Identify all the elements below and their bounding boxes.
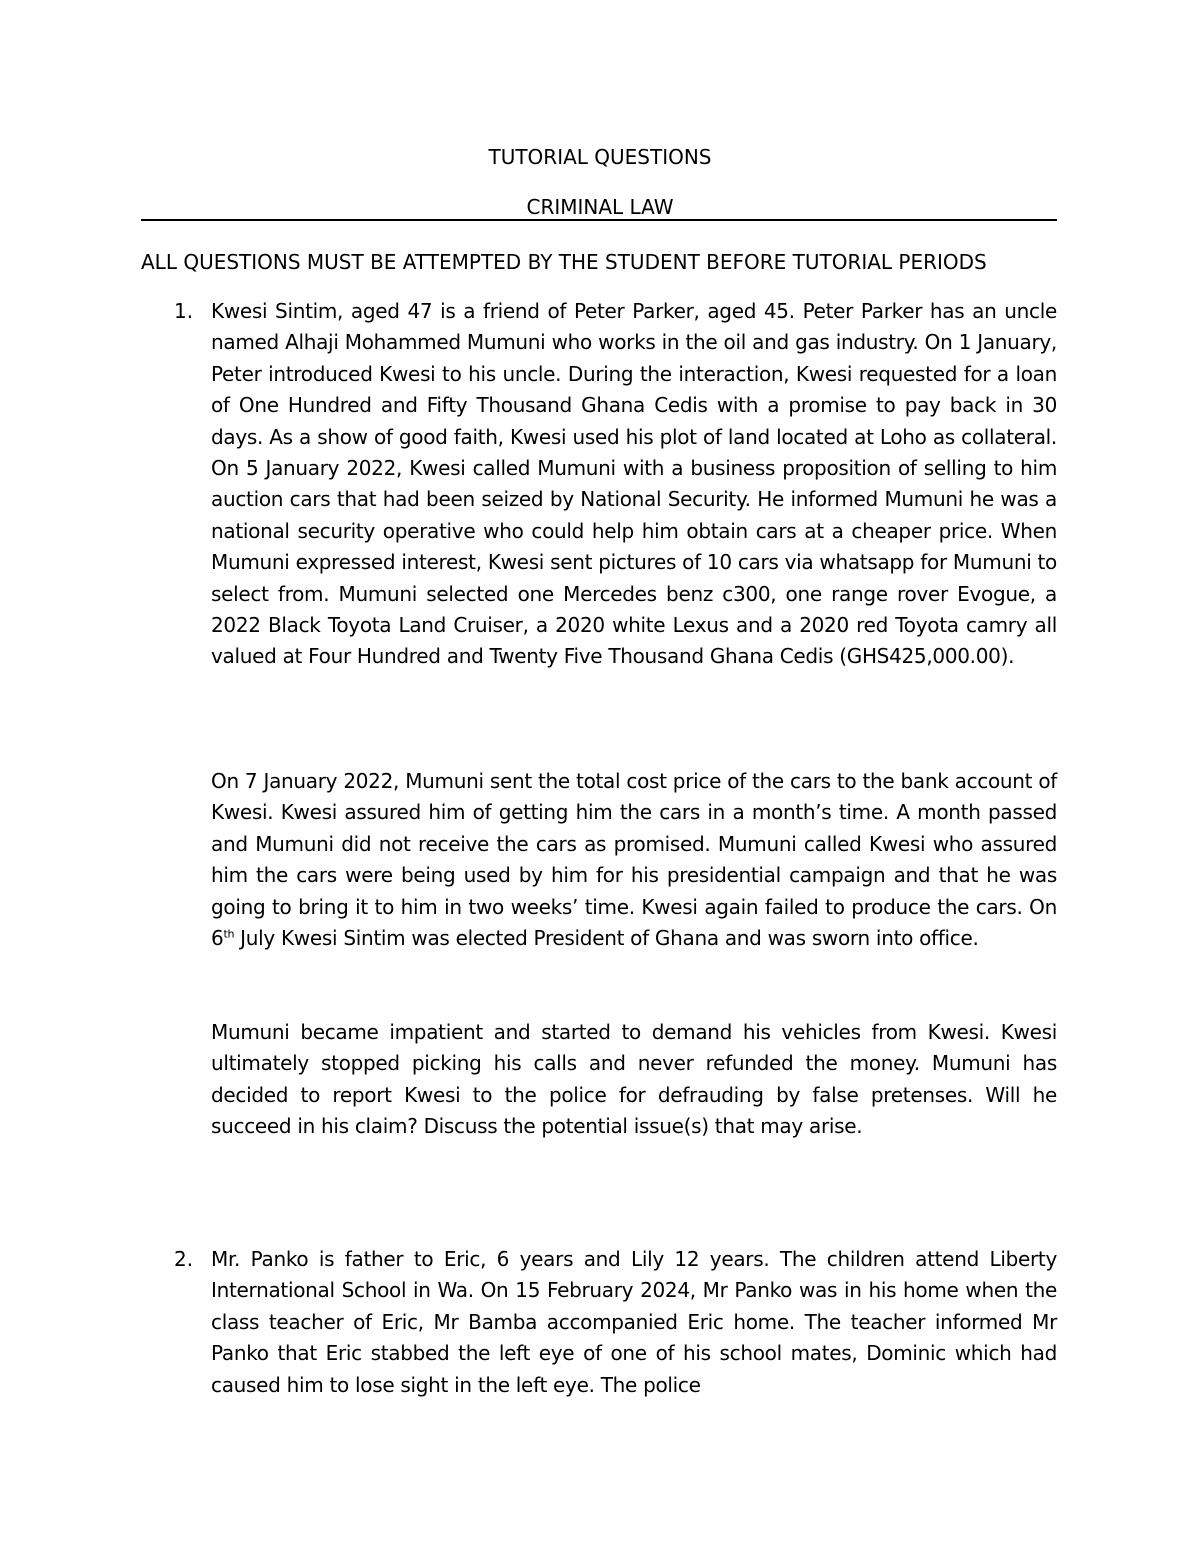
ordinal-superscript: th xyxy=(223,927,235,941)
question-2-paragraph-1: Mr. Panko is father to Eric, 6 years and Lily 12 years. The children attend Liberty International School in Wa. On 15 February 2024, Mr Panko was in his home when the class teacher of Eric, Mr Bamba accompanied Eric home. The teacher informed Mr Panko that Eric stabbed the left eye of one of his school mates, Dominic which had caused him to lose sight in the left eye. The police xyxy=(211,1247,1057,1397)
question-1-paragraph-2-text: On 7 January 2022, Mumuni sent the total cost price of the cars to the bank account of Kwesi. Kwesi assured him of getting him the cars in a month’s time. A month passed and Mumuni did not receive the cars as promised. Mumuni called Kwesi who assured him the cars were being used by him for his presidential campaign and that he was going to bring it to him in two weeks’ time. Kwesi again failed to produce the cars. On 6 xyxy=(211,769,1057,951)
question-2-number: 2. xyxy=(174,1247,194,1271)
title-underline-rule xyxy=(141,219,1057,221)
document-title: TUTORIAL QUESTIONS xyxy=(488,145,712,169)
document-subtitle: CRIMINAL LAW xyxy=(526,195,674,219)
question-1-paragraph-3: Mumuni became impatient and started to demand his vehicles from Kwesi. Kwesi ultimately stopped picking his calls and never refunded the money. Mumuni has decided to report Kwesi to the police for defrauding by false pretenses. Will he succeed in his claim? Discuss the potential issue(s) that may arise. xyxy=(211,1020,1057,1139)
question-1-number: 1. xyxy=(174,299,194,323)
question-1-paragraph-1: Kwesi Sintim, aged 47 is a friend of Peter Parker, aged 45. Peter Parker has an uncle named Alhaji Mohammed Mumuni who works in the oil and gas industry. On 1 January, Peter introduced Kwesi to his uncle. During the interaction, Kwesi requested for a loan of One Hundred and Fifty Thousand Ghana Cedis with a promise to pay back in 30 days. As a show of good faith, Kwesi used his plot of land located at Loho as collateral. On 5 January 2022, Kwesi called Mumuni with a business proposition of selling to him auction cars that had been seized by National Security. He informed Mumuni he was a national security operative who could help him obtain cars at a cheaper price. When Mumuni expressed interest, Kwesi sent pictures of 10 cars via whatsapp for Mumuni to select from. Mumuni selected one Mercedes benz c300, one range rover Evogue, a 2022 Black Toyota Land Cruiser, a 2020 white Lexus and a 2020 red Toyota camry all valued at Four Hundred and Twenty Five Thousand Ghana Cedis (GHS425,000.00). xyxy=(211,299,1057,669)
instruction-heading: ALL QUESTIONS MUST BE ATTEMPTED BY THE STUDENT BEFORE TUTORIAL PERIODS xyxy=(141,250,987,274)
question-1-paragraph-2-tail: July Kwesi Sintim was elected President of Ghana and was sworn into office. xyxy=(234,926,979,951)
question-1-paragraph-2 xyxy=(211,766,1057,954)
